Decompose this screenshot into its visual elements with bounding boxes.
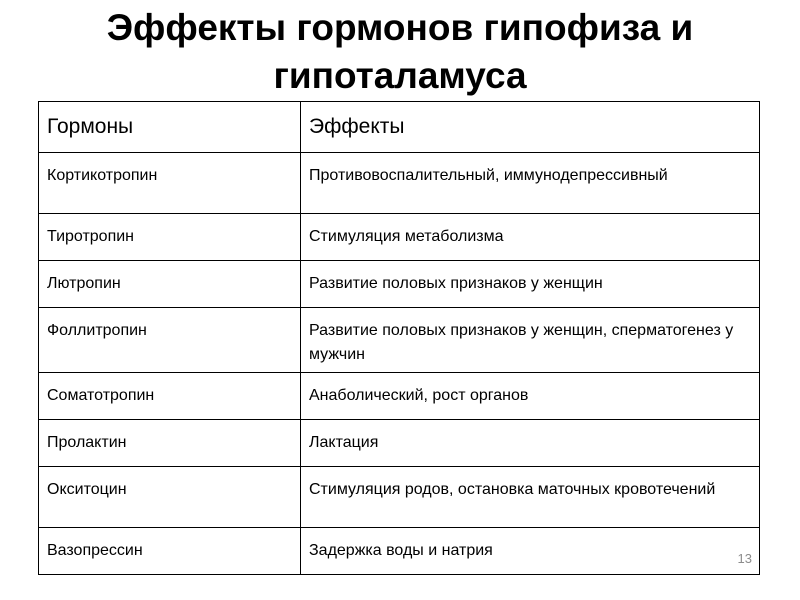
table-row bbox=[39, 420, 760, 467]
effect-cell: Задержка воды и натрия bbox=[301, 528, 760, 575]
effect-cell: Лактация bbox=[301, 420, 760, 467]
table-header-row bbox=[39, 102, 760, 153]
effect-cell: Анаболический, рост органов bbox=[301, 373, 760, 420]
slide-title-line-1: Эффекты гормонов гипофиза и bbox=[106, 7, 694, 48]
slide-title-line-2: гипоталамуса bbox=[273, 55, 527, 96]
effect-cell: Противовоспалительный, иммунодепрессивный bbox=[301, 153, 760, 214]
hormone-cell: Окситоцин bbox=[39, 467, 301, 528]
table-row bbox=[39, 308, 760, 373]
column-header-hormones: Гормоны bbox=[39, 102, 301, 153]
effect-cell: Развитие половых признаков у женщин, сперматогенез у мужчин bbox=[301, 308, 760, 373]
effect-cell: Стимуляция метаболизма bbox=[301, 214, 760, 261]
slide-title bbox=[0, 4, 800, 100]
slide-page-number: 13 bbox=[737, 551, 752, 566]
table-row bbox=[39, 373, 760, 420]
effect-cell: Развитие половых признаков у женщин bbox=[301, 261, 760, 308]
hormone-cell: Лютропин bbox=[39, 261, 301, 308]
hormone-cell: Вазопрессин bbox=[39, 528, 301, 575]
effect-cell: Стимуляция родов, остановка маточных кровотечений bbox=[301, 467, 760, 528]
column-header-effects: Эффекты bbox=[301, 102, 760, 153]
hormone-cell: Фоллитропин bbox=[39, 308, 301, 373]
hormone-cell: Соматотропин bbox=[39, 373, 301, 420]
table-row bbox=[39, 153, 760, 214]
table-row bbox=[39, 214, 760, 261]
table-row bbox=[39, 528, 760, 575]
hormone-cell: Кортикотропин bbox=[39, 153, 301, 214]
hormones-effects-table bbox=[38, 101, 760, 575]
table-row bbox=[39, 261, 760, 308]
table-row bbox=[39, 467, 760, 528]
hormone-cell: Тиротропин bbox=[39, 214, 301, 261]
hormone-cell: Пролактин bbox=[39, 420, 301, 467]
